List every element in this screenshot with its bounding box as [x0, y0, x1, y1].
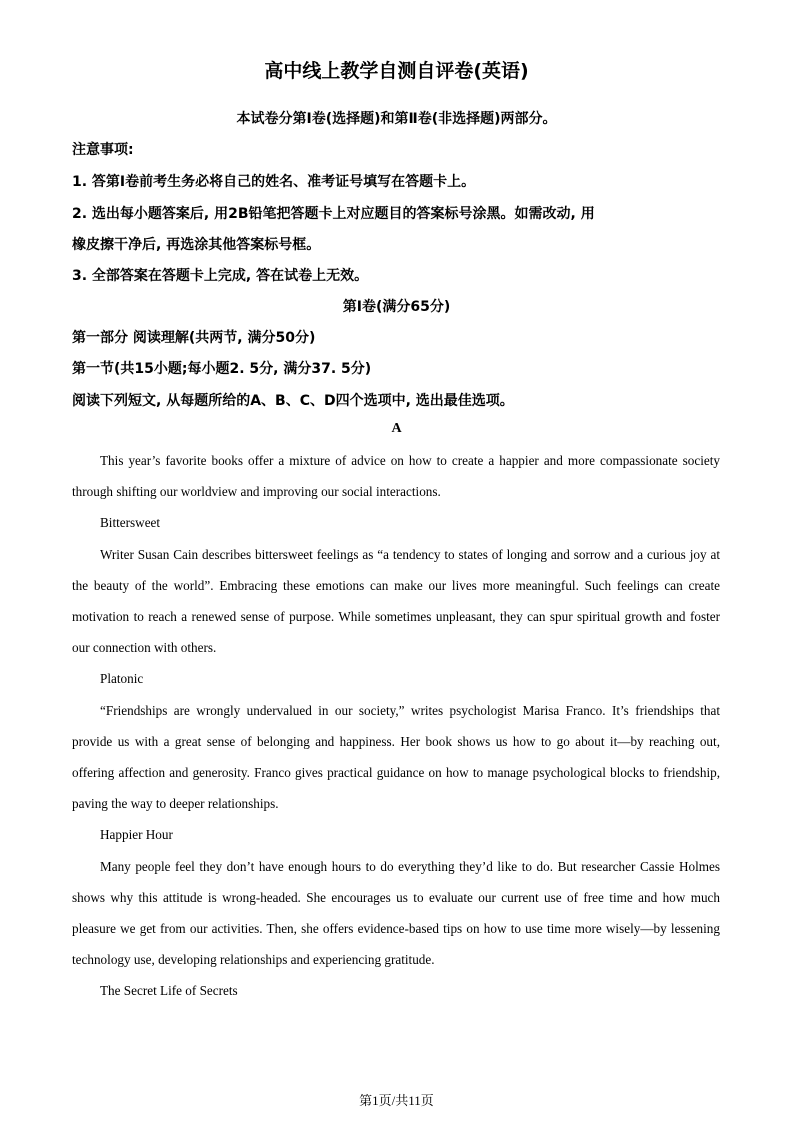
book-text-happier-hour: Many people feel they don’t have enough hours to do everything they’d like to do. But researcher Cassie Holmes shows why this attitude is wrong-headed. She encourages us to evaluate our current use of free time and how much pleasure we get from our activities. Then, she offers evidence-based tips on how to use time more wisely—by lessening technology use, developing relationships and experiencing gratitude. — [72, 858, 720, 968]
book-title-secret-life: The Secret Life of Secrets — [100, 983, 238, 999]
volume-title: 第I卷(满分65分) — [342, 299, 451, 315]
passage-intro: This year’s favorite books offer a mixture of advice on how to create a happier and more compassionate society through shifting our worldview and improving our social interactions. — [72, 453, 720, 500]
notice-label: 注意事项: — [72, 142, 134, 158]
book-title-bittersweet: Bittersweet — [100, 515, 161, 531]
page-number: 第1页/共11页 — [359, 1093, 434, 1108]
notice-item-2-line-2: 橡皮擦干净后, 再选涂其他答案标号框。 — [72, 237, 321, 253]
book-title-happier-hour: Happier Hour — [100, 827, 173, 843]
book-title-platonic: Platonic — [100, 671, 144, 687]
section-instruction: 阅读下列短文, 从每题所给的A、B、C、D四个选项中, 选出最佳选项。 — [72, 393, 514, 409]
book-text-bittersweet: Writer Susan Cain describes bittersweet feelings as “a tendency to states of longing and sorrow and a curious joy at the beauty of the world”. Embracing these emotions can make our lives more meaningful. Such feelings can create motivation to reach a renewed sense of purpose. While sometimes unpleasant, they can spur spiritual growth and foster our connection with others. — [72, 546, 720, 656]
exam-subtitle: 本试卷分第I卷(选择题)和第Ⅱ卷(非选择题)两部分。 — [236, 111, 557, 127]
notice-item-1: 1. 答第I卷前考生务必将自己的姓名、准考证号填写在答题卡上。 — [72, 174, 476, 190]
passage-heading: A — [391, 421, 402, 436]
exam-title: 高中线上教学自测自评卷(英语) — [264, 60, 529, 82]
passage-body — [72, 445, 720, 1007]
section-title: 第一节(共15小题;每小题2. 5分, 满分37. 5分) — [72, 361, 372, 377]
book-text-platonic: “Friendships are wrongly undervalued in our society,” writes psychologist Marisa Franco. It’s friendships that provide us with a great sense of belonging and happiness. Her book shows us how to go about it—by reaching out, offering affection and generosity. Franco gives practical guidance on how to manage psychological blocks to friendship, paving the way to deeper relationships. — [72, 702, 720, 812]
notice-item-2-line-1: 2. 选出每小题答案后, 用2B铅笔把答题卡上对应题目的答案标号涂黑。如需改动, 用 — [72, 206, 595, 222]
part-title: 第一部分 阅读理解(共两节, 满分50分) — [72, 330, 316, 346]
notice-item-3: 3. 全部答案在答题卡上完成, 答在试卷上无效。 — [72, 268, 369, 284]
